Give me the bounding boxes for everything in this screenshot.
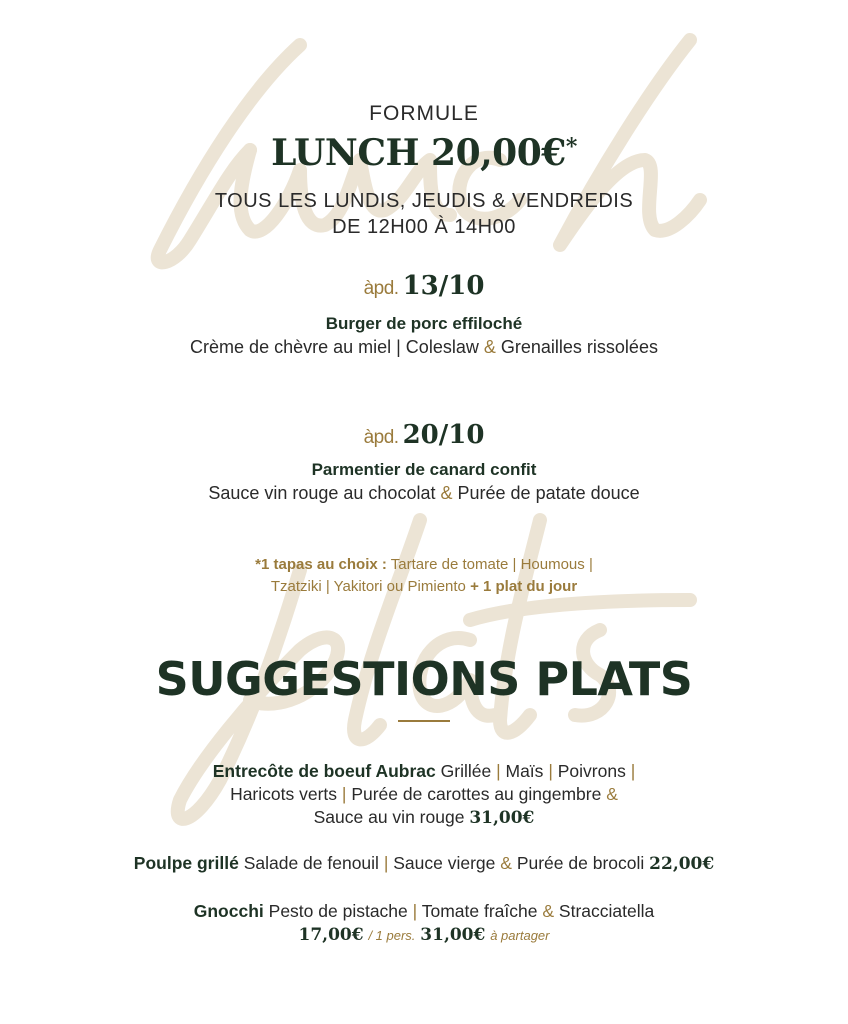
- weekly-dish-2-desc: [0, 483, 848, 504]
- dish-part: Salade de fenouil: [243, 853, 379, 873]
- weekly-dish-1-desc: [0, 337, 848, 358]
- weekly-dish-2-date: [0, 420, 848, 450]
- dish-part: Grillée: [440, 761, 492, 781]
- formule-label: FORMULE: [369, 102, 479, 125]
- suggestions-title: SUGGESTIONS PLATS: [155, 652, 693, 706]
- ampersand: &: [606, 784, 618, 804]
- separator: |: [341, 784, 347, 804]
- tapas-text: Tartare de tomate | Houmous |: [390, 556, 593, 573]
- tapas-line-2: [0, 576, 848, 598]
- lunch-price: 20,00€: [431, 132, 566, 174]
- dish-date: 13/10: [402, 271, 485, 301]
- tapas-bold: *1 tapas au choix :: [255, 556, 387, 573]
- apd-label: àpd.: [363, 278, 399, 299]
- apd-label: àpd.: [363, 427, 399, 448]
- dish-part: Purée de carottes au gingembre: [351, 784, 602, 804]
- dish-name: Entrecôte de boeuf Aubrac: [212, 761, 436, 781]
- dish-date: 20/10: [402, 420, 485, 450]
- dish-part: Sauce au vin rouge: [313, 807, 465, 827]
- desc-text: Grenailles rissolées: [500, 337, 658, 357]
- gnocchi-line-2: [0, 923, 848, 947]
- dish-price: 17,00€: [298, 925, 364, 945]
- suggestion-gnocchi: [0, 900, 848, 947]
- dish-part: Purée de brocoli: [516, 853, 645, 873]
- separator: |: [630, 761, 636, 781]
- suggestion-entrecote: [0, 760, 848, 830]
- weekly-dish-1-date: [0, 271, 848, 301]
- ampersand: &: [483, 337, 496, 357]
- separator: |: [383, 853, 389, 873]
- dish-part: Maïs: [505, 761, 544, 781]
- price-note: à partager: [490, 928, 550, 943]
- dish-part: Stracciatella: [558, 901, 655, 921]
- desc-text: Purée de patate douce: [457, 483, 640, 503]
- dish-part: Haricots verts: [230, 784, 338, 804]
- schedule-hours: DE 12H00 À 14H00: [332, 216, 516, 238]
- ampersand: &: [440, 483, 453, 503]
- suggestion-poulpe: [0, 852, 848, 876]
- lunch-asterisk: *: [565, 134, 577, 160]
- desc-text: Crème de chèvre au miel | Coleslaw: [190, 337, 479, 357]
- dish-part: Sauce vierge: [393, 853, 496, 873]
- desc-text: Sauce vin rouge au chocolat: [208, 483, 436, 503]
- entrecote-line-2: [0, 783, 848, 806]
- tapas-note: [0, 554, 848, 598]
- separator: |: [548, 761, 553, 781]
- schedule-days: TOUS LES LUNDIS, JEUDIS & VENDREDIS: [214, 190, 634, 212]
- gnocchi-line-1: [0, 900, 848, 923]
- ampersand: &: [500, 853, 512, 873]
- separator: |: [412, 901, 418, 921]
- lunch-title: [0, 132, 848, 174]
- ampersand: &: [542, 901, 555, 921]
- title-divider: [398, 720, 450, 722]
- dish-price: 22,00€: [649, 854, 715, 874]
- dish-name: Poulpe grillé: [133, 853, 239, 873]
- weekly-dish-1-name: Burger de porc effiloché: [325, 314, 523, 333]
- entrecote-line-3: [0, 806, 848, 830]
- dish-part: Tomate fraîche: [421, 901, 538, 921]
- lunch-label: LUNCH: [271, 132, 419, 174]
- tapas-text: Tzatziki | Yakitori ou Pimiento: [270, 578, 466, 595]
- separator: |: [496, 761, 501, 781]
- dish-part: Poivrons: [557, 761, 626, 781]
- lunch-schedule: [0, 188, 848, 240]
- tapas-line-1: [0, 554, 848, 576]
- entrecote-line-1: [0, 760, 848, 783]
- dish-price: 31,00€: [469, 808, 535, 828]
- weekly-dish-2-name: Parmentier de canard confit: [311, 460, 537, 479]
- dish-price: 31,00€: [420, 925, 486, 945]
- dish-name: Gnocchi: [193, 901, 264, 921]
- dish-part: Pesto de pistache: [268, 901, 408, 921]
- tapas-bold: + 1 plat du jour: [470, 578, 578, 595]
- price-note: / 1 pers.: [368, 928, 416, 943]
